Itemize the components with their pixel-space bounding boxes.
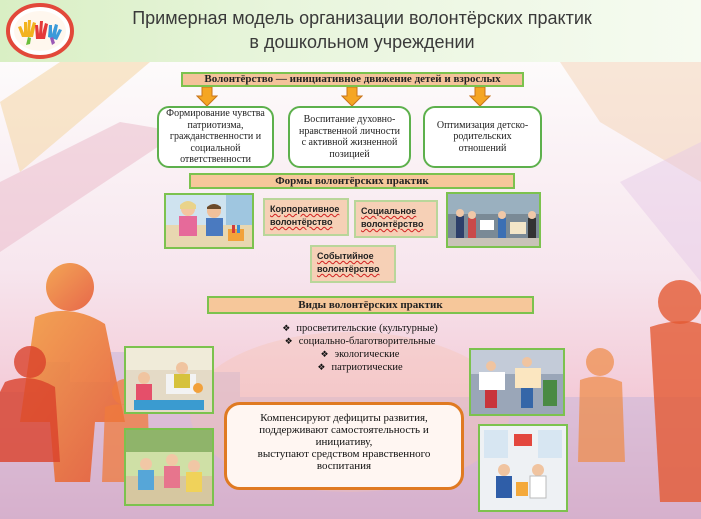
- outcome-line-1: Компенсируют дефициты развития, поддерживают самостоятельность и инициативу,: [259, 412, 429, 448]
- header-band: [0, 0, 701, 62]
- diamond-bullet-icon: ❖: [320, 349, 329, 359]
- title-line-1: Примерная модель организации волонтёрских практик: [132, 8, 592, 28]
- down-arrow-icon: [341, 87, 363, 107]
- photo-illustration: [166, 195, 252, 247]
- down-arrow-icon: [469, 87, 491, 107]
- photo-children-play: [124, 346, 214, 414]
- form-event-volunteering: [310, 245, 396, 283]
- photo-illustration: [126, 430, 212, 504]
- type-label: социально-благотворительные: [298, 336, 436, 347]
- type-label: просветительские (культурные): [296, 323, 438, 334]
- photo-illustration: [471, 350, 563, 414]
- goal-text: Оптимизация детско-родительских отношений: [436, 119, 529, 154]
- forms-heading-bar: [189, 173, 515, 189]
- definition-text: Волонтёрство — инициативное движение детей и взрослых: [204, 73, 501, 85]
- photo-children-ecology: [124, 428, 214, 506]
- photo-children-patriotic: [478, 424, 568, 512]
- types-heading: Виды волонтёрских практик: [298, 299, 443, 311]
- outcome-line-2: выступают средством нравственного воспитания: [257, 448, 431, 472]
- outcome-box: [224, 402, 464, 490]
- types-heading-bar: [207, 296, 534, 314]
- volunteer-hands-logo: [6, 3, 74, 59]
- forms-heading: Формы волонтёрских практик: [275, 175, 429, 187]
- title-line-2: в дошкольном учреждении: [249, 32, 475, 52]
- definition-bar: [181, 72, 524, 87]
- photo-volunteer-group: [446, 192, 541, 248]
- down-arrow-icon: [196, 87, 218, 107]
- form-label: Событийное волонтёрство: [317, 251, 380, 274]
- diamond-bullet-icon: ❖: [282, 323, 291, 333]
- type-label: экологические: [334, 349, 400, 360]
- photo-children-posters: [469, 348, 565, 416]
- diamond-bullet-icon: ❖: [317, 362, 326, 372]
- goal-box-patriotism: [157, 106, 274, 168]
- list-item: [240, 322, 480, 335]
- form-label: Социальное волонтёрство: [361, 206, 424, 229]
- list-item: [240, 335, 480, 348]
- list-item: [240, 361, 480, 374]
- photo-illustration: [126, 348, 212, 412]
- types-list: [240, 322, 480, 374]
- goal-text: Воспитание духовно-нравственной личности с активной жизненной позицией: [298, 114, 401, 160]
- form-label: Корпоративное волонтёрство: [270, 204, 340, 227]
- goal-text: Формирование чувства патриотизма, гражданственности и социальной ответственности: [166, 108, 265, 166]
- type-label: патриотические: [331, 362, 403, 373]
- diamond-bullet-icon: ❖: [284, 336, 293, 346]
- slide-title: [82, 6, 642, 54]
- list-item: [240, 348, 480, 361]
- form-corporate-volunteering: [263, 198, 349, 236]
- photo-children-crafting: [164, 193, 254, 249]
- goal-box-family-relations: [423, 106, 542, 168]
- goal-box-moral-education: [288, 106, 411, 168]
- photo-illustration: [448, 194, 539, 246]
- form-social-volunteering: [354, 200, 438, 238]
- photo-illustration: [480, 426, 566, 510]
